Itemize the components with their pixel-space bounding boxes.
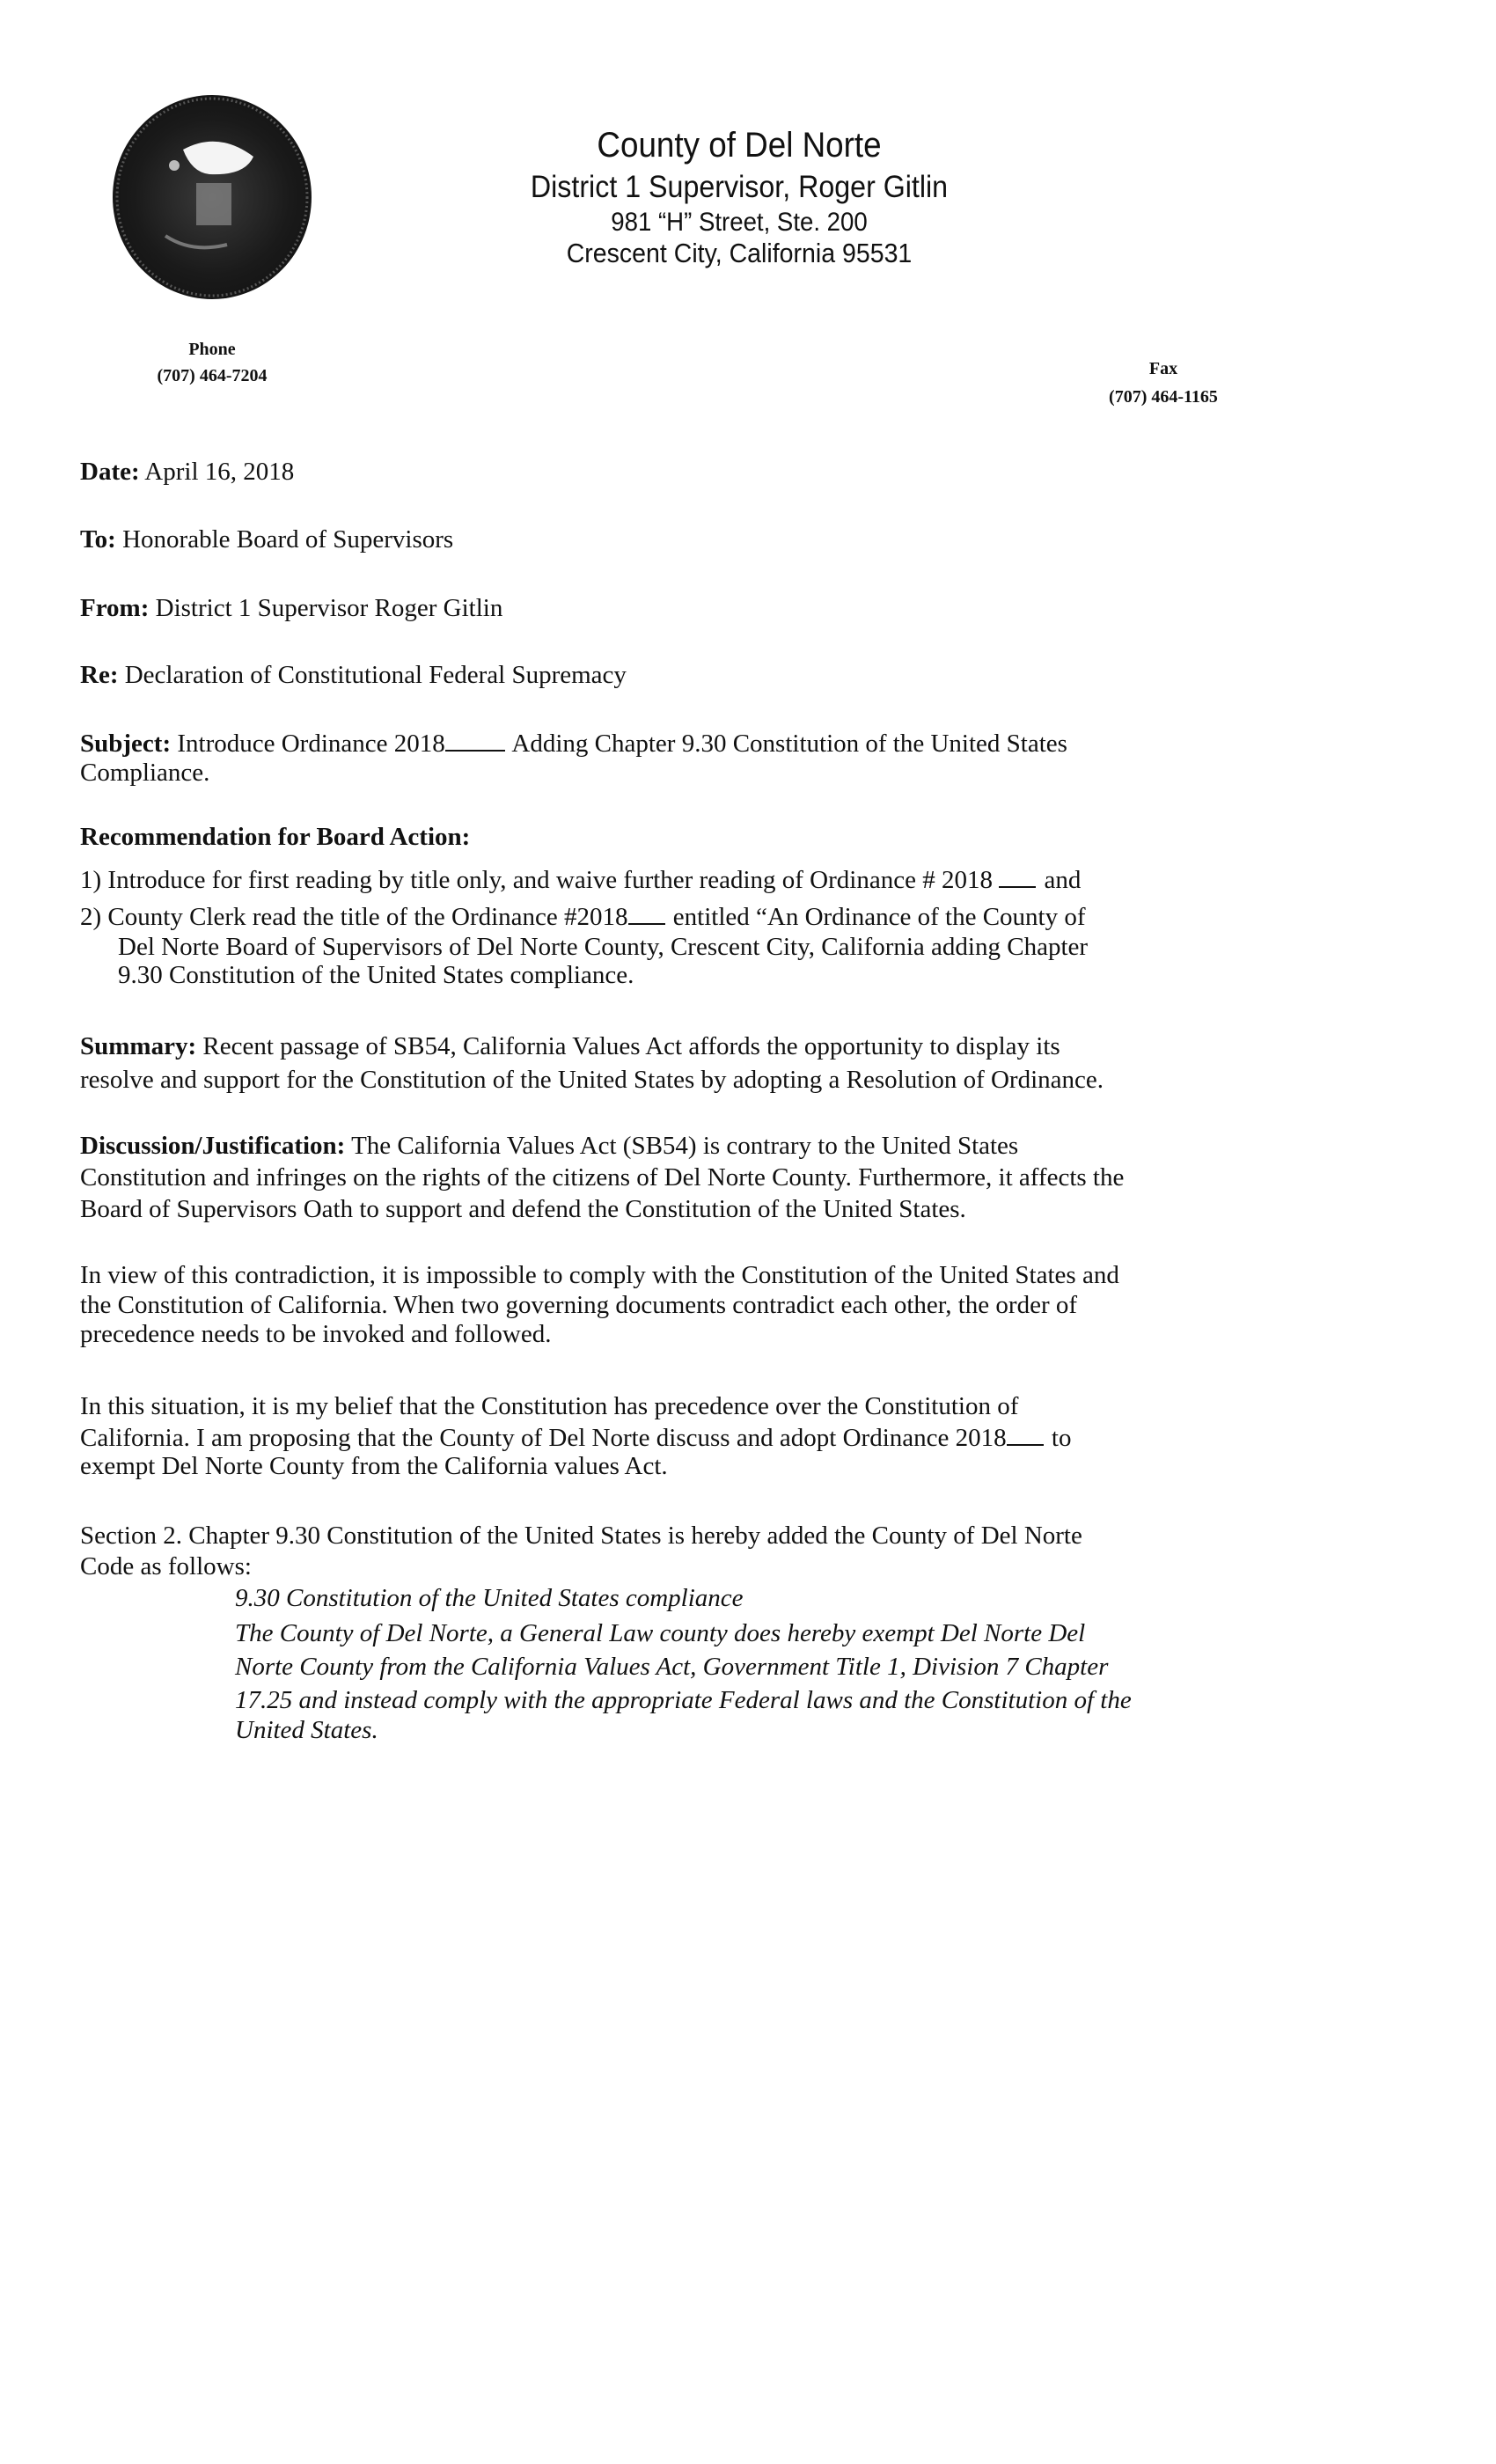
item2-text: County Clerk read the title of the Ordinance #2018	[107, 903, 628, 931]
section2-line-1: Section 2. Chapter 9.30 Constitution of the United States is hereby added the County of Del Norte	[80, 1522, 1082, 1550]
recommendation-item-2-line-2: Del Norte Board of Supervisors of Del Norte County, Crescent City, California adding Chapter	[118, 933, 1089, 961]
ordinance-blank	[1007, 1443, 1044, 1446]
subject-part2: Adding Chapter 9.30 Constitution of the United States	[511, 730, 1067, 758]
item1-text-end: and	[1044, 866, 1082, 894]
ordinance-text-line: The County of Del Norte, a General Law county does hereby exempt Del Norte Del	[235, 1619, 1086, 1647]
date-value: April 16, 2018	[144, 458, 295, 486]
discussion-line-1	[80, 1132, 1018, 1161]
situation-paragraph-line-3: exempt Del Norte County from the California values Act.	[80, 1452, 668, 1480]
summary-line-1	[80, 1032, 1060, 1061]
ordinance-text-heading: 9.30 Constitution of the United States compliance	[235, 1584, 744, 1612]
view-paragraph-line-1: In view of this contradiction, it is impossible to comply with the Constitution of the United States and	[80, 1261, 1119, 1289]
subject-line-2: Compliance.	[80, 759, 210, 787]
discussion-line-3: Board of Supervisors Oath to support and defend the Constitution of the United States.	[80, 1195, 966, 1223]
letterhead-city: Crescent City, California 95531	[566, 238, 913, 268]
ordinance-blank	[445, 749, 505, 752]
recommendation-label: Recommendation for Board Action:	[80, 823, 471, 851]
letterhead-org: County of Del Norte	[597, 126, 882, 165]
fax-label: Fax	[1148, 359, 1178, 378]
item1-text: Introduce for first reading by title only, and waive further reading of Ordinance # 2018	[107, 866, 993, 894]
situation-text-end: to	[1051, 1424, 1072, 1452]
to-value: Honorable Board of Supervisors	[122, 525, 454, 554]
recommendation-item-2	[80, 903, 1086, 932]
ordinance-text-line: United States.	[235, 1716, 378, 1744]
recommendation-item-1	[80, 866, 1081, 895]
discussion-text: The California Values Act (SB54) is contrary to the United States	[351, 1132, 1019, 1160]
letterhead-street: 981 “H” Street, Ste. 200	[611, 208, 868, 237]
summary-text: Recent passage of SB54, California Values Act affords the opportunity to display its	[202, 1032, 1060, 1060]
phone-number: (707) 464-7204	[157, 366, 268, 385]
section2-line-2: Code as follows:	[80, 1552, 252, 1580]
from-label: From:	[80, 594, 150, 622]
seal-emblem-icon	[113, 95, 312, 299]
to-label: To:	[80, 525, 116, 554]
view-paragraph-line-2: the Constitution of California. When two governing documents contradict each other, the order of	[80, 1291, 1078, 1319]
discussion-line-2: Constitution and infringes on the rights of the citizens of Del Norte County. Furthermore, it affects the	[80, 1163, 1125, 1192]
memo-from	[80, 594, 502, 623]
memo-date	[80, 458, 294, 487]
item2-text-end: entitled “An Ordinance of the County of	[672, 903, 1086, 931]
item1-number: 1)	[80, 866, 102, 894]
re-value: Declaration of Constitutional Federal Supremacy	[124, 661, 627, 689]
ordinance-blank	[999, 885, 1036, 888]
memo-to	[80, 525, 453, 554]
fax-number: (707) 464-1165	[1109, 387, 1218, 407]
view-paragraph-line-3: precedence needs to be invoked and followed.	[80, 1320, 552, 1348]
subject-line-1	[80, 730, 1067, 759]
recommendation-item-2-line-3: 9.30 Constitution of the United States compliance.	[118, 961, 634, 989]
from-value: District 1 Supervisor Roger Gitlin	[155, 594, 503, 622]
re-label: Re:	[80, 661, 119, 689]
summary-label: Summary:	[80, 1032, 197, 1060]
ordinance-text-line: 17.25 and instead comply with the appropriate Federal laws and the Constitution of the	[235, 1686, 1132, 1714]
item2-number: 2)	[80, 903, 102, 931]
discussion-label: Discussion/Justification:	[80, 1132, 346, 1160]
ordinance-blank	[628, 922, 665, 925]
letterhead-office: District 1 Supervisor, Roger Gitlin	[530, 170, 949, 204]
subject-part1: Introduce Ordinance 2018	[177, 730, 445, 758]
situation-paragraph-line-1: In this situation, it is my belief that the Constitution has precedence over the Constitution of	[80, 1392, 1019, 1420]
summary-line-2: resolve and support for the Constitution of the United States by adopting a Resolution of Ordinance.	[80, 1066, 1104, 1094]
situation-text: California. I am proposing that the County of Del Norte discuss and adopt Ordinance 2018	[80, 1424, 1007, 1452]
memo-re	[80, 661, 627, 690]
ordinance-text-line: Norte County from the California Values Act, Government Title 1, Division 7 Chapter	[235, 1653, 1109, 1681]
county-seal	[113, 95, 312, 299]
phone-label: Phone	[188, 340, 236, 359]
subject-label: Subject:	[80, 730, 172, 758]
situation-paragraph-line-2	[80, 1424, 1071, 1453]
date-label: Date:	[80, 458, 140, 486]
